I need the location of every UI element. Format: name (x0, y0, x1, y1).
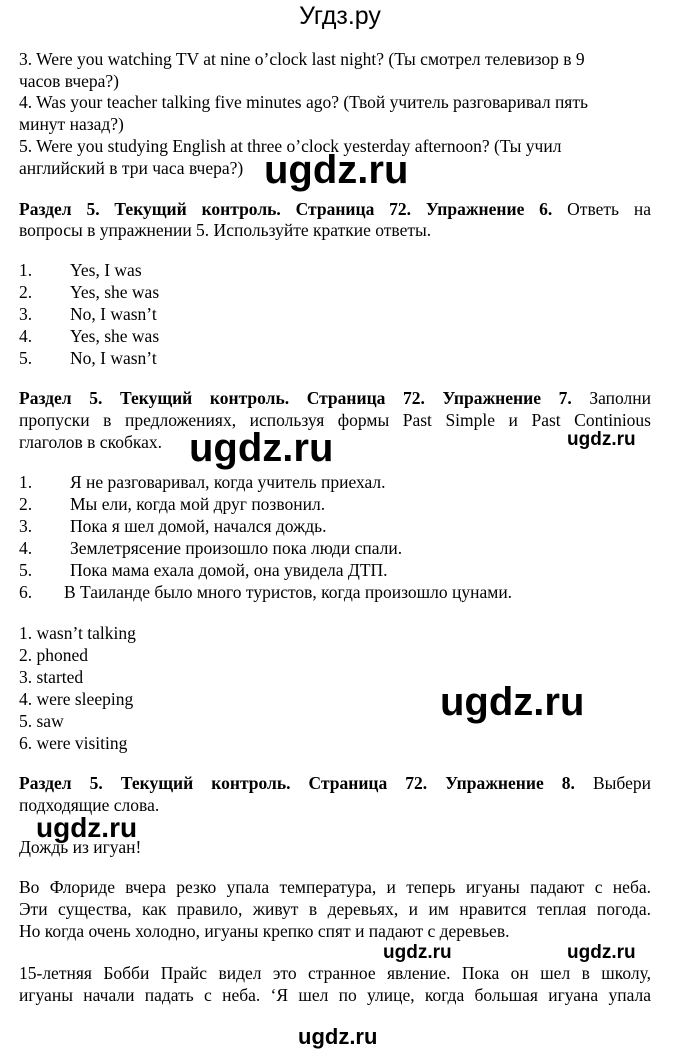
ex7-item-text: Землетрясение произошло пока люди спали. (70, 538, 403, 558)
ex8-heading-bold: Раздел 5. Текущий контроль. Страница 72. Упражнение 8. (19, 773, 575, 793)
ex7-heading-rest: Заполни (571, 388, 651, 408)
ex7-answer: 5. saw (19, 711, 64, 731)
story-paragraph-1-line-2: Эти существа, как правило, живут в деревьях, и им нравится теплая погода. (19, 899, 651, 919)
watermark: ugdz.ru (36, 812, 138, 843)
ex7-heading (19, 387, 651, 409)
watermark: ugdz.ru (189, 426, 334, 470)
ex7-answer: 6. were visiting (19, 733, 128, 753)
ex8-heading-line-2: подходящие слова. (19, 795, 160, 815)
ex7-heading-line-2: пропуски в предложениях, используя формы Past Simple и Past Continious (19, 410, 651, 430)
ex7-item-number: 5. (19, 560, 33, 580)
ex7-item-text: Я не разговаривал, когда учитель приехал. (70, 472, 386, 492)
ex7-answer: 3. started (19, 667, 84, 687)
ex7-item-number: 1. (19, 472, 33, 492)
ex8-heading-rest: Выбери (574, 773, 651, 793)
site-title: Угдз.ру (299, 2, 381, 30)
ex7-answer: 2. phoned (19, 645, 89, 665)
ex7-item-number: 2. (19, 494, 33, 514)
ex7-answer: 4. were sleeping (19, 689, 134, 709)
story-paragraph-1-line-1: Во Флориде вчера резко упала температура, и теперь игуаны падают с неба. (19, 877, 651, 897)
watermark: ugdz.ru (567, 942, 636, 963)
ex6-item-number: 2. (19, 282, 33, 302)
ex7-item-number: 4. (19, 538, 33, 558)
question-3-line-1: 3. Were you watching TV at nine o’clock last night? (Ты смотрел телевизор в 9 (19, 49, 585, 69)
question-5-line-1: 5. Were you studying English at three o’clock yesterday afternoon? (Ты учил (19, 136, 562, 156)
ex7-item-text: Пока мама ехала домой, она увидела ДТП. (70, 560, 388, 580)
ex8-heading (19, 772, 651, 794)
watermark: ugdz.ru (567, 429, 636, 450)
ex6-heading-bold: Раздел 5. Текущий контроль. Страница 72. Упражнение 6. (19, 199, 553, 219)
ex7-item-text: Пока я шел домой, начался дождь. (70, 516, 327, 536)
ex6-heading-line-2: вопросы в упражнении 5. Используйте краткие ответы. (19, 220, 432, 240)
watermark: ugdz.ru (298, 1024, 378, 1049)
ex7-item-text: Мы ели, когда мой друг позвонил. (70, 494, 326, 514)
ex6-item-number: 3. (19, 304, 33, 324)
ex6-item-number: 5. (19, 348, 33, 368)
story-paragraph-2-line-2: игуаны начали падать с неба. ‘Я шел по улице, когда большая игуана упала (19, 985, 651, 1005)
ex6-item-text: Yes, she was (70, 326, 160, 346)
question-4-line-1: 4. Was your teacher talking five minutes ago? (Твой учитель разговаривал пять (19, 92, 588, 112)
ex6-heading (19, 198, 651, 220)
ex6-item-number: 4. (19, 326, 33, 346)
watermark: ugdz.ru (383, 942, 452, 963)
ex6-item-text: No, I wasn’t (70, 304, 157, 324)
ex7-heading-bold: Раздел 5. Текущий контроль. Страница 72. Упражнение 7. (19, 388, 572, 408)
question-4-line-2: минут назад?) (19, 114, 124, 134)
ex7-item-text: В Таиланде было много туристов, когда произошло цунами. (64, 582, 513, 602)
question-5-line-2: английский в три часа вчера?) (19, 158, 244, 178)
ex6-heading-rest: Ответь на (552, 199, 651, 219)
ex6-item-text: Yes, I was (70, 260, 142, 280)
question-3-line-2: часов вчера?) (19, 71, 120, 91)
ex7-heading-line-3: глаголов в скобках. (19, 432, 162, 452)
ex6-item-number: 1. (19, 260, 33, 280)
ex6-item-text: Yes, she was (70, 282, 160, 302)
ex7-item-number: 6. (19, 582, 33, 602)
story-title: Дождь из игуан! (19, 837, 142, 857)
watermark: ugdz.ru (264, 148, 409, 192)
ex7-answer: 1. wasn’t talking (19, 623, 136, 643)
watermark: ugdz.ru (440, 680, 585, 724)
story-paragraph-1-line-3: Но когда очень холодно, игуаны крепко спят и падают с деревьев. (19, 921, 510, 941)
ex6-item-text: No, I wasn’t (70, 348, 157, 368)
story-paragraph-2-line-1: 15-летняя Бобби Прайс видел это странное явление. Пока он шел в школу, (19, 963, 651, 983)
ex7-item-number: 3. (19, 516, 33, 536)
